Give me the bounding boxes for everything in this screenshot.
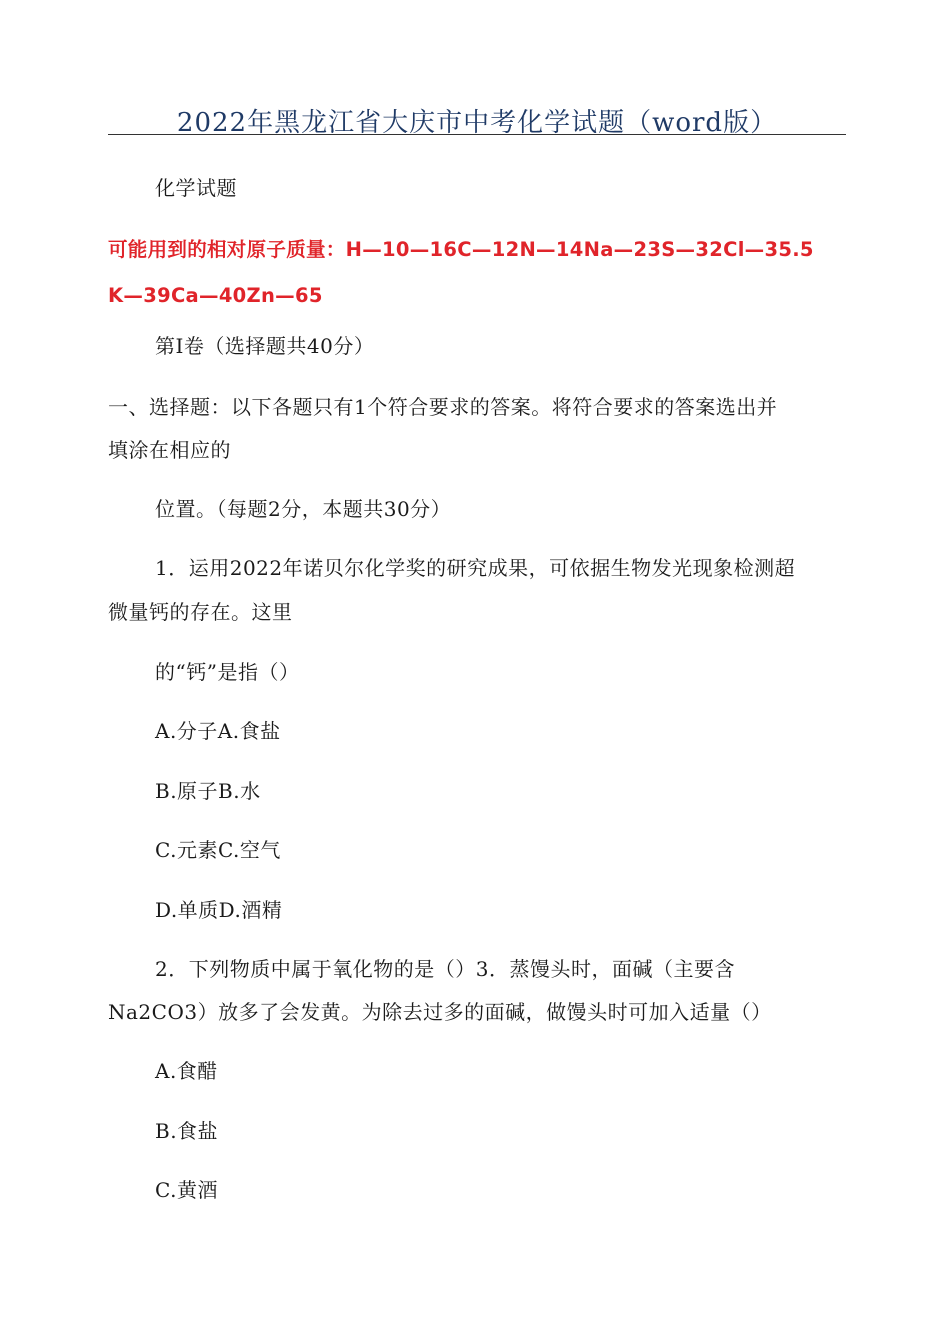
instructions-line-1: 一、选择题：以下各题只有1个符合要求的答案。将符合要求的答案选出并 [108,395,778,419]
title-underline [108,134,846,135]
question-1-option: D.单质D.酒精 [155,898,283,922]
question-1-option: A.分子A.食盐 [155,719,281,743]
section-heading: 第Ⅰ卷（选择题共40分） [155,334,375,358]
question-2-line-1: 2．下列物质中属于氧化物的是（）3．蒸馒头时，面碱（主要含 [155,957,735,981]
instructions-line-3: 位置。（每题2分，本题共30分） [155,497,452,521]
question-1-line-2: 微量钙的存在。这里 [108,600,293,624]
question-3-option: B.食盐 [155,1119,219,1143]
document-title: 2022年黑龙江省大庆市中考化学试题（word版） [176,108,778,138]
question-3-option: A.食醋 [155,1059,218,1083]
question-1-option: C.元素C.空气 [155,838,281,862]
atomic-mass-line-2: K—39Ca—40Zn—65 [108,284,323,307]
question-2-line-2: Na2CO3）放多了会发黄。为除去过多的面碱，做馒头时可加入适量（） [108,1000,772,1024]
atomic-mass-line-1: 可能用到的相对原子质量：H—10—16C—12N—14Na—23S—32Cl—35.5 [108,238,814,261]
instructions-line-2: 填涂在相应的 [108,438,231,462]
question-1-line-3: 的“钙”是指（） [155,660,300,684]
question-1-option: B.原子B.水 [155,779,261,803]
question-3-option: C.黄酒 [155,1178,218,1202]
subtitle: 化学试题 [155,176,237,200]
question-1-line-1: 1．运用2022年诺贝尔化学奖的研究成果，可依据生物发光现象检测超 [155,556,796,580]
